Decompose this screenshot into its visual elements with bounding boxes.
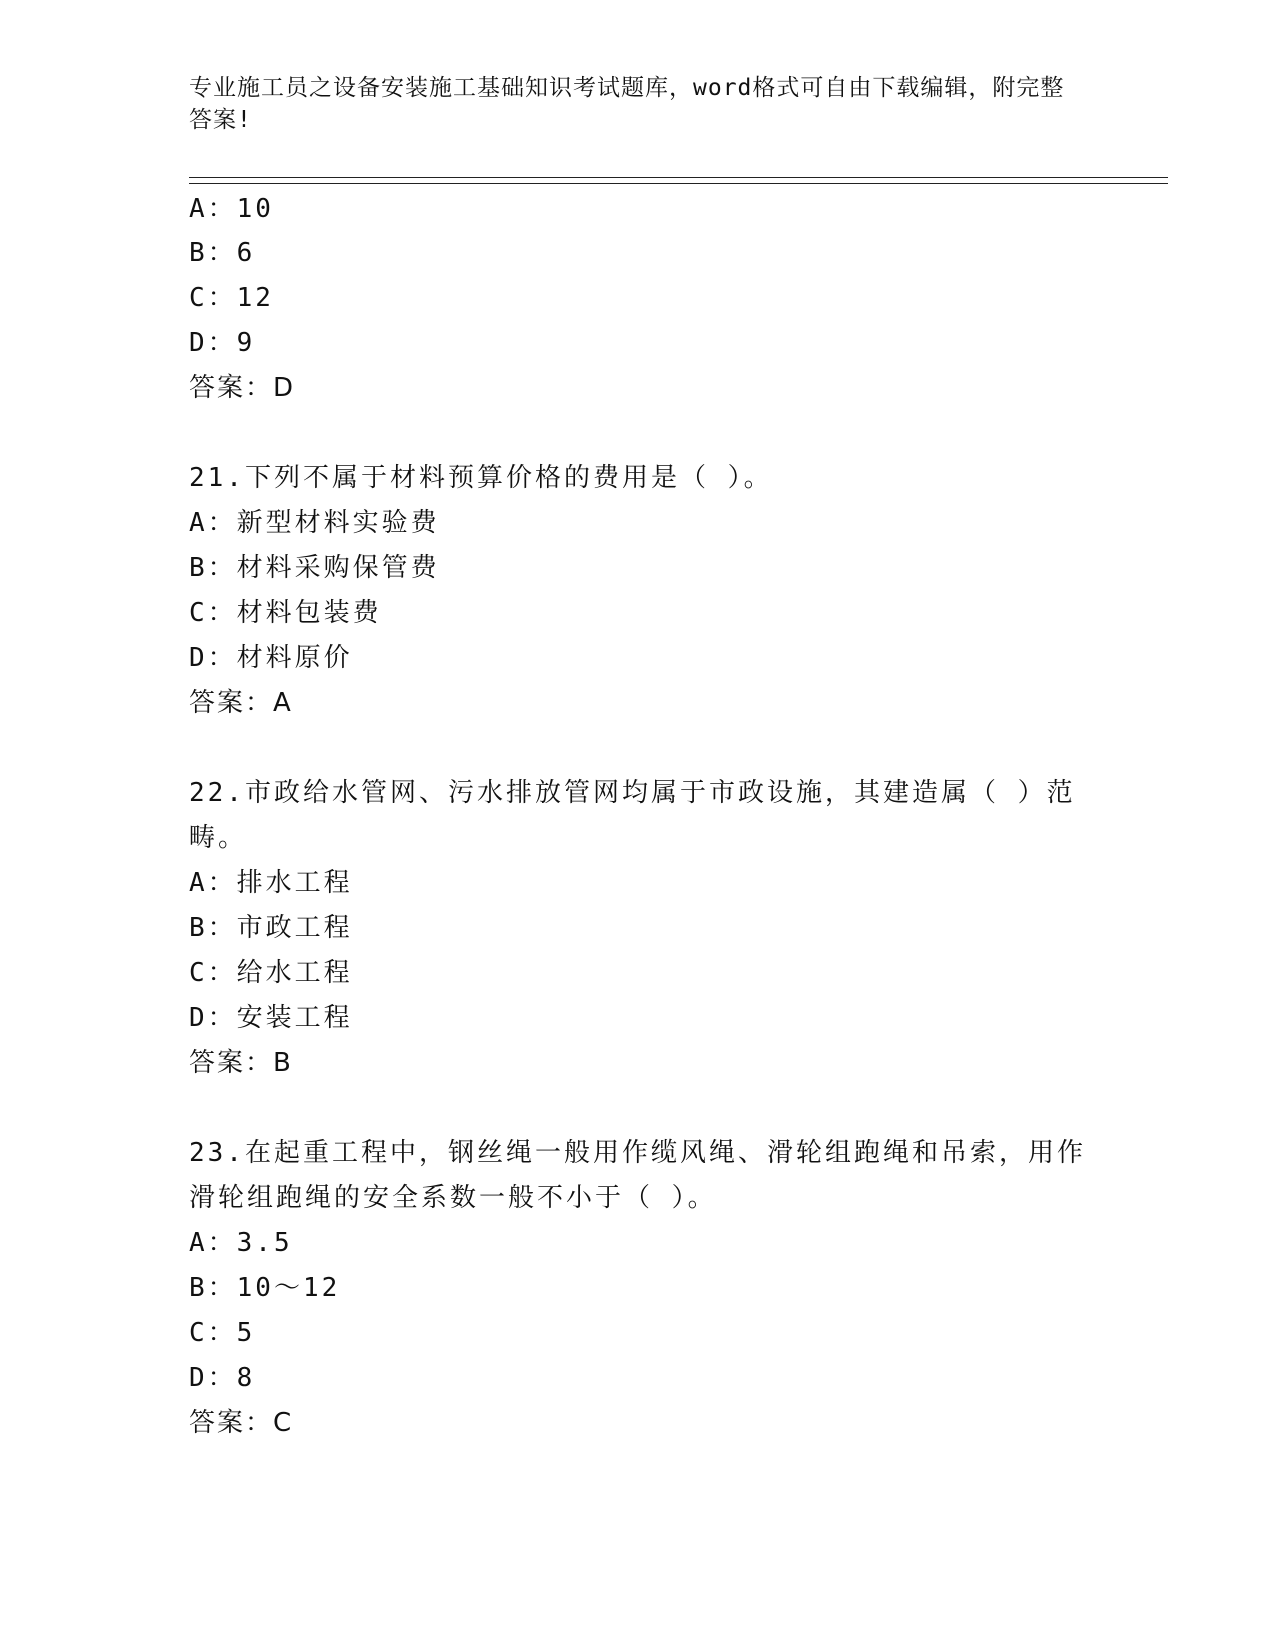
q21-option-c: C：材料包装费 xyxy=(189,598,382,628)
q21-option-d: D：材料原价 xyxy=(189,643,353,673)
q21-answer: 答案：A xyxy=(189,688,293,718)
q23-answer: 答案：C xyxy=(189,1408,294,1438)
q21-option-a: A：新型材料实验费 xyxy=(189,508,440,538)
q21-option-b: B：材料采购保管费 xyxy=(189,553,440,583)
document-header: 专业施工员之设备安装施工基础知识考试题库，word格式可自由下载编辑，附完整答案! xyxy=(189,75,1065,133)
header-divider-bottom xyxy=(189,183,1168,184)
q22-stem-line-1: 22.市政给水管网、污水排放管网均属于市政设施，其建造属（ ）范 xyxy=(189,778,1076,808)
prev-option-c: C：12 xyxy=(189,283,274,313)
q22-option-b: B：市政工程 xyxy=(189,913,353,943)
q22-stem-line-2: 畴。 xyxy=(189,823,248,853)
prev-option-b: B：6 xyxy=(189,238,256,268)
q22-answer: 答案：B xyxy=(189,1048,293,1078)
q23-option-a: A：3.5 xyxy=(189,1228,293,1258)
q22-option-c: C：给水工程 xyxy=(189,958,353,988)
q23-option-d: D：8 xyxy=(189,1363,256,1393)
q23-option-c: C：5 xyxy=(189,1318,256,1348)
prev-option-a: A：10 xyxy=(189,194,274,224)
q23-stem-line-2: 滑轮组跑绳的安全系数一般不小于（ ）。 xyxy=(189,1183,717,1213)
q23-option-b: B：10～12 xyxy=(189,1273,341,1303)
q23-stem-line-1: 23.在起重工程中，钢丝绳一般用作缆风绳、滑轮组跑绳和吊索，用作 xyxy=(189,1138,1086,1168)
prev-option-d: D：9 xyxy=(189,328,256,358)
q22-option-a: A：排水工程 xyxy=(189,868,353,898)
prev-answer: 答案：D xyxy=(189,373,296,403)
q21-stem: 21.下列不属于材料预算价格的费用是（ ）。 xyxy=(189,463,773,493)
header-divider-top xyxy=(189,177,1168,178)
q22-option-d: D：安装工程 xyxy=(189,1003,353,1033)
